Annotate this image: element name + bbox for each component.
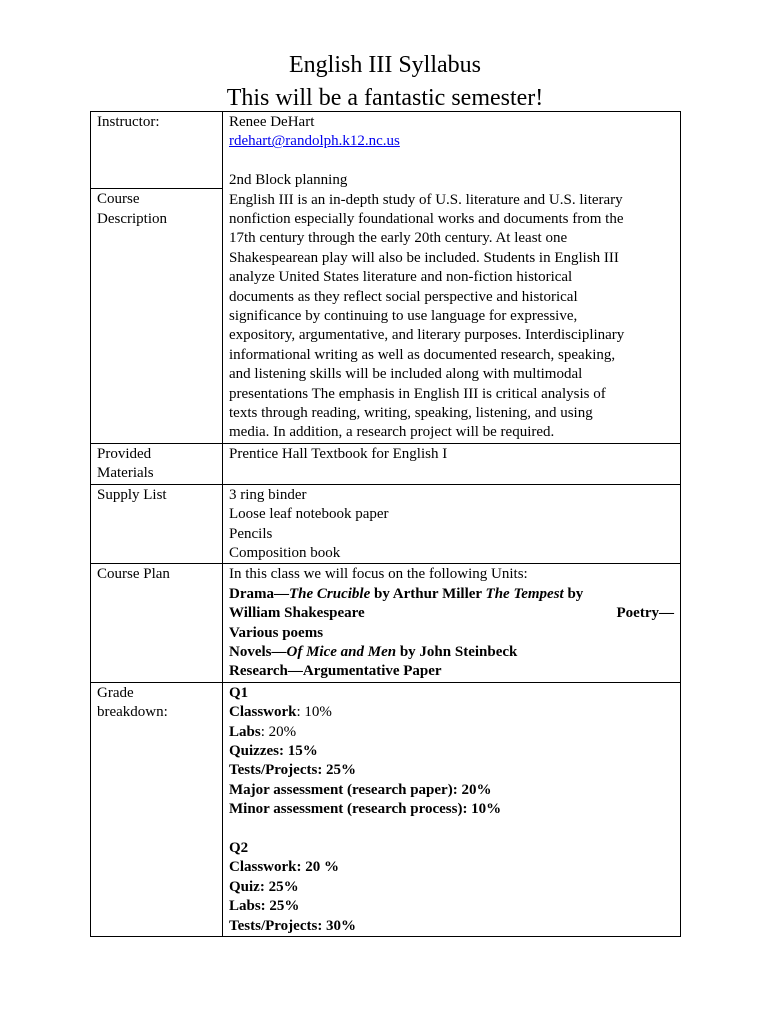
course-plan-label-cell xyxy=(91,564,223,682)
instructor-and-description-cell xyxy=(223,112,681,444)
course-plan-drama: Drama—The Crucible by Arthur Miller The Tempest by xyxy=(229,585,584,602)
q2-heading: Q2 xyxy=(229,840,249,856)
document-title: English III Syllabus xyxy=(289,52,481,78)
course-plan-intro: In this class we will focus on the following Units: xyxy=(229,566,528,583)
description-line: texts through reading, writing, speaking, listening, and using xyxy=(229,405,593,422)
course-plan-row xyxy=(91,564,681,682)
q1-tests: Tests/Projects: 25% xyxy=(229,762,357,779)
syllabus-table xyxy=(90,111,681,937)
grade-breakdown-label: Grade xyxy=(97,684,134,701)
supply-list-row xyxy=(91,484,681,564)
supply-list-label-cell xyxy=(91,484,223,564)
course-description-label: Course xyxy=(97,191,140,208)
provided-materials-cell xyxy=(223,443,681,484)
course-description-label-cell xyxy=(91,189,223,444)
supply-item: 3 ring binder xyxy=(229,486,307,503)
description-line: documents as they reflect social perspective and historical xyxy=(229,288,578,305)
provided-materials-label: Provided xyxy=(97,445,152,462)
q1-major-assessment: Major assessment (research paper): 20% xyxy=(229,781,492,798)
instructor-name: Renee DeHart xyxy=(229,114,315,130)
description-line: English III is an in-depth study of U.S. literature and U.S. literary xyxy=(229,191,623,208)
document-subtitle: This will be a fantastic semester! xyxy=(226,85,544,111)
grade-breakdown-cell xyxy=(223,682,681,936)
description-line: expository, argumentative, and literary purposes. Interdisciplinary xyxy=(229,327,625,344)
instructor-label-cell xyxy=(91,112,223,189)
q2-classwork: Classwork: 20 % xyxy=(229,859,340,876)
q1-heading: Q1 xyxy=(229,684,249,701)
provided-materials-text: Prentice Hall Textbook for English I xyxy=(229,445,448,462)
instructor-email-link[interactable]: rdehart@randolph.k12.nc.us xyxy=(229,133,400,150)
instructor-row xyxy=(91,112,681,189)
description-line: 17th century through the early 20th century. At least one xyxy=(229,230,568,247)
course-description-label: Description xyxy=(97,210,167,227)
course-plan-label: Course Plan xyxy=(97,566,170,583)
planning-period: 2nd Block planning xyxy=(229,172,348,189)
supply-list-cell xyxy=(223,484,681,564)
supply-item: Loose leaf notebook paper xyxy=(229,506,389,523)
provided-materials-label: Materials xyxy=(97,465,154,482)
grade-breakdown-row xyxy=(91,682,681,936)
description-line: presentations The emphasis in English III is critical analysis of xyxy=(229,385,606,402)
grade-breakdown-label-cell xyxy=(91,682,223,936)
course-plan-cell xyxy=(223,564,681,682)
q1-labs: Labs: 20% xyxy=(229,723,297,740)
supply-item: Composition book xyxy=(229,544,341,561)
q2-tests: Tests/Projects: 30% xyxy=(229,917,357,934)
q1-classwork: Classwork: 10% xyxy=(229,704,332,721)
supply-list-label: Supply List xyxy=(97,486,167,503)
instructor-label: Instructor: xyxy=(97,114,160,130)
provided-materials-row xyxy=(91,443,681,484)
description-line: Shakespearean play will also be included. Students in English III xyxy=(229,249,619,266)
description-line: informational writing as well as documented research, speaking, xyxy=(229,346,616,363)
description-line: and listening skills will be included along with multimodal xyxy=(229,366,583,383)
q1-quizzes: Quizzes: 15% xyxy=(229,742,318,759)
course-plan-drama-poetry: William Shakespeare Poetry— xyxy=(229,605,674,622)
course-plan-poetry: Various poems xyxy=(229,624,324,641)
course-plan-research: Research—Argumentative Paper xyxy=(229,663,442,680)
grade-breakdown-label: breakdown: xyxy=(97,704,168,721)
provided-materials-label-cell xyxy=(91,443,223,484)
supply-item: Pencils xyxy=(229,525,273,542)
description-line: significance by continuing to use language for expressive, xyxy=(229,308,578,325)
description-line: analyze United States literature and non-fiction historical xyxy=(229,269,573,286)
q1-minor-assessment: Minor assessment (research process): 10% xyxy=(229,801,502,818)
q2-labs: Labs: 25% xyxy=(229,898,300,915)
course-plan-novels: Novels—Of Mice and Men by John Steinbeck xyxy=(229,643,518,660)
description-line: nonfiction especially foundational works and documents from the xyxy=(229,211,624,228)
q2-quiz: Quiz: 25% xyxy=(229,878,299,895)
description-line: media. In addition, a research project will be required. xyxy=(229,424,555,441)
